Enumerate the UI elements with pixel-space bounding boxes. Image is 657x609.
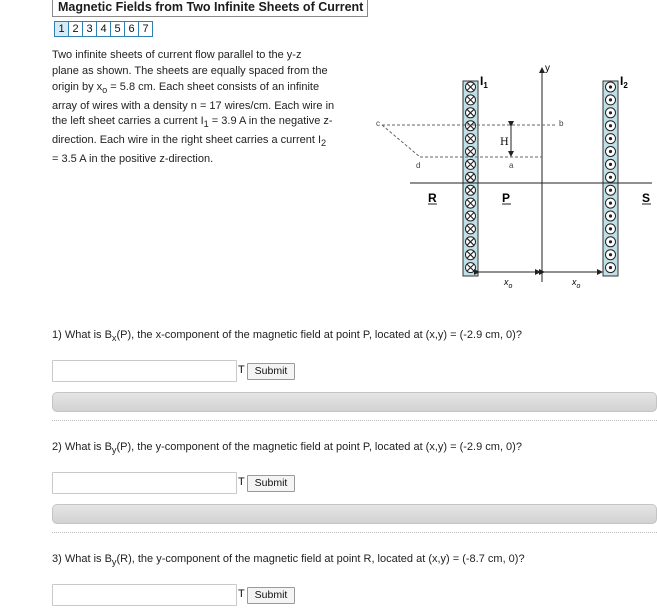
intro-line: = 3.5 A in the positive z-direction.: [52, 153, 214, 166]
answer-1-unit: T: [238, 364, 245, 376]
point-P-label: P: [502, 191, 511, 205]
tab-3[interactable]: 3: [82, 21, 97, 37]
current-sheets-diagram: [362, 60, 657, 300]
intro-line: plane as shown. The sheets are equally spaced from the: [52, 64, 328, 77]
label-b: b: [559, 119, 564, 128]
label-I1: $I_1$: [480, 74, 488, 90]
intro-line: the left sheet carries a current $I_1 = 3.9$ A in the negative z-: [52, 115, 333, 130]
intro-line: direction. Each wire in the right sheet carries a current $I_2$: [52, 134, 327, 149]
problem-statement: [52, 48, 367, 168]
question-3-text: 3) What is $B_y(R)$, the y-component of the magnetic field at point R, located at (x,y) = (-8.7 cm, 0)?: [52, 553, 525, 568]
answer-3-unit: T: [238, 588, 245, 600]
intro-line: Two infinite sheets of current flow parallel to the y-z: [52, 49, 302, 61]
submit-1-button[interactable]: Submit: [247, 363, 295, 380]
left-sheet-wires: [466, 82, 476, 273]
submit-3-button[interactable]: Submit: [247, 587, 295, 604]
label-x0-right: $x_o$: [572, 277, 581, 290]
feedback-bar-2: [52, 504, 657, 524]
question-tabs: [54, 21, 152, 37]
answer-1-input[interactable]: [52, 360, 237, 382]
label-d: d: [416, 161, 421, 170]
tab-2[interactable]: 2: [68, 21, 83, 37]
tab-7[interactable]: 7: [138, 21, 153, 37]
submit-2-button[interactable]: Submit: [247, 475, 295, 492]
label-I2: $I_2$: [620, 74, 628, 90]
tab-6[interactable]: 6: [124, 21, 139, 37]
question-2-text: 2) What is $B_y(P)$, the y-component of the magnetic field at point P, located at (x,y) = (-2.9 cm, 0)?: [52, 441, 522, 456]
page-title: Magnetic Fields from Two Infinite Sheets of Current: [52, 0, 368, 17]
question-1-text: 1) What is $B_x(P)$, the x-component of the magnetic field at point P, located at (x,y) = (-2.9 cm, 0)?: [52, 329, 522, 344]
point-R-label: R: [428, 191, 437, 205]
intro-line: array of wires with a density n = 17 wires/cm. Each wire in: [52, 99, 335, 112]
divider: [52, 420, 657, 421]
label-c: c: [376, 119, 380, 128]
tab-1[interactable]: 1: [54, 21, 69, 37]
point-S-label: S: [642, 191, 651, 205]
y-axis-label: y: [545, 63, 550, 74]
label-H: H: [500, 137, 509, 148]
label-a: a: [509, 161, 514, 170]
tab-5[interactable]: 5: [110, 21, 125, 37]
answer-3-input[interactable]: [52, 584, 237, 606]
answer-2-input[interactable]: [52, 472, 237, 494]
label-x0-left: $x_o$: [504, 277, 513, 290]
divider: [52, 532, 657, 533]
right-sheet-wires: [606, 82, 616, 273]
answer-2-unit: T: [238, 476, 245, 488]
tab-4[interactable]: 4: [96, 21, 111, 37]
feedback-bar-1: [52, 392, 657, 412]
intro-line: origin by $x_o = 5.8$ cm. Each sheet consists of an infinite: [52, 80, 320, 95]
